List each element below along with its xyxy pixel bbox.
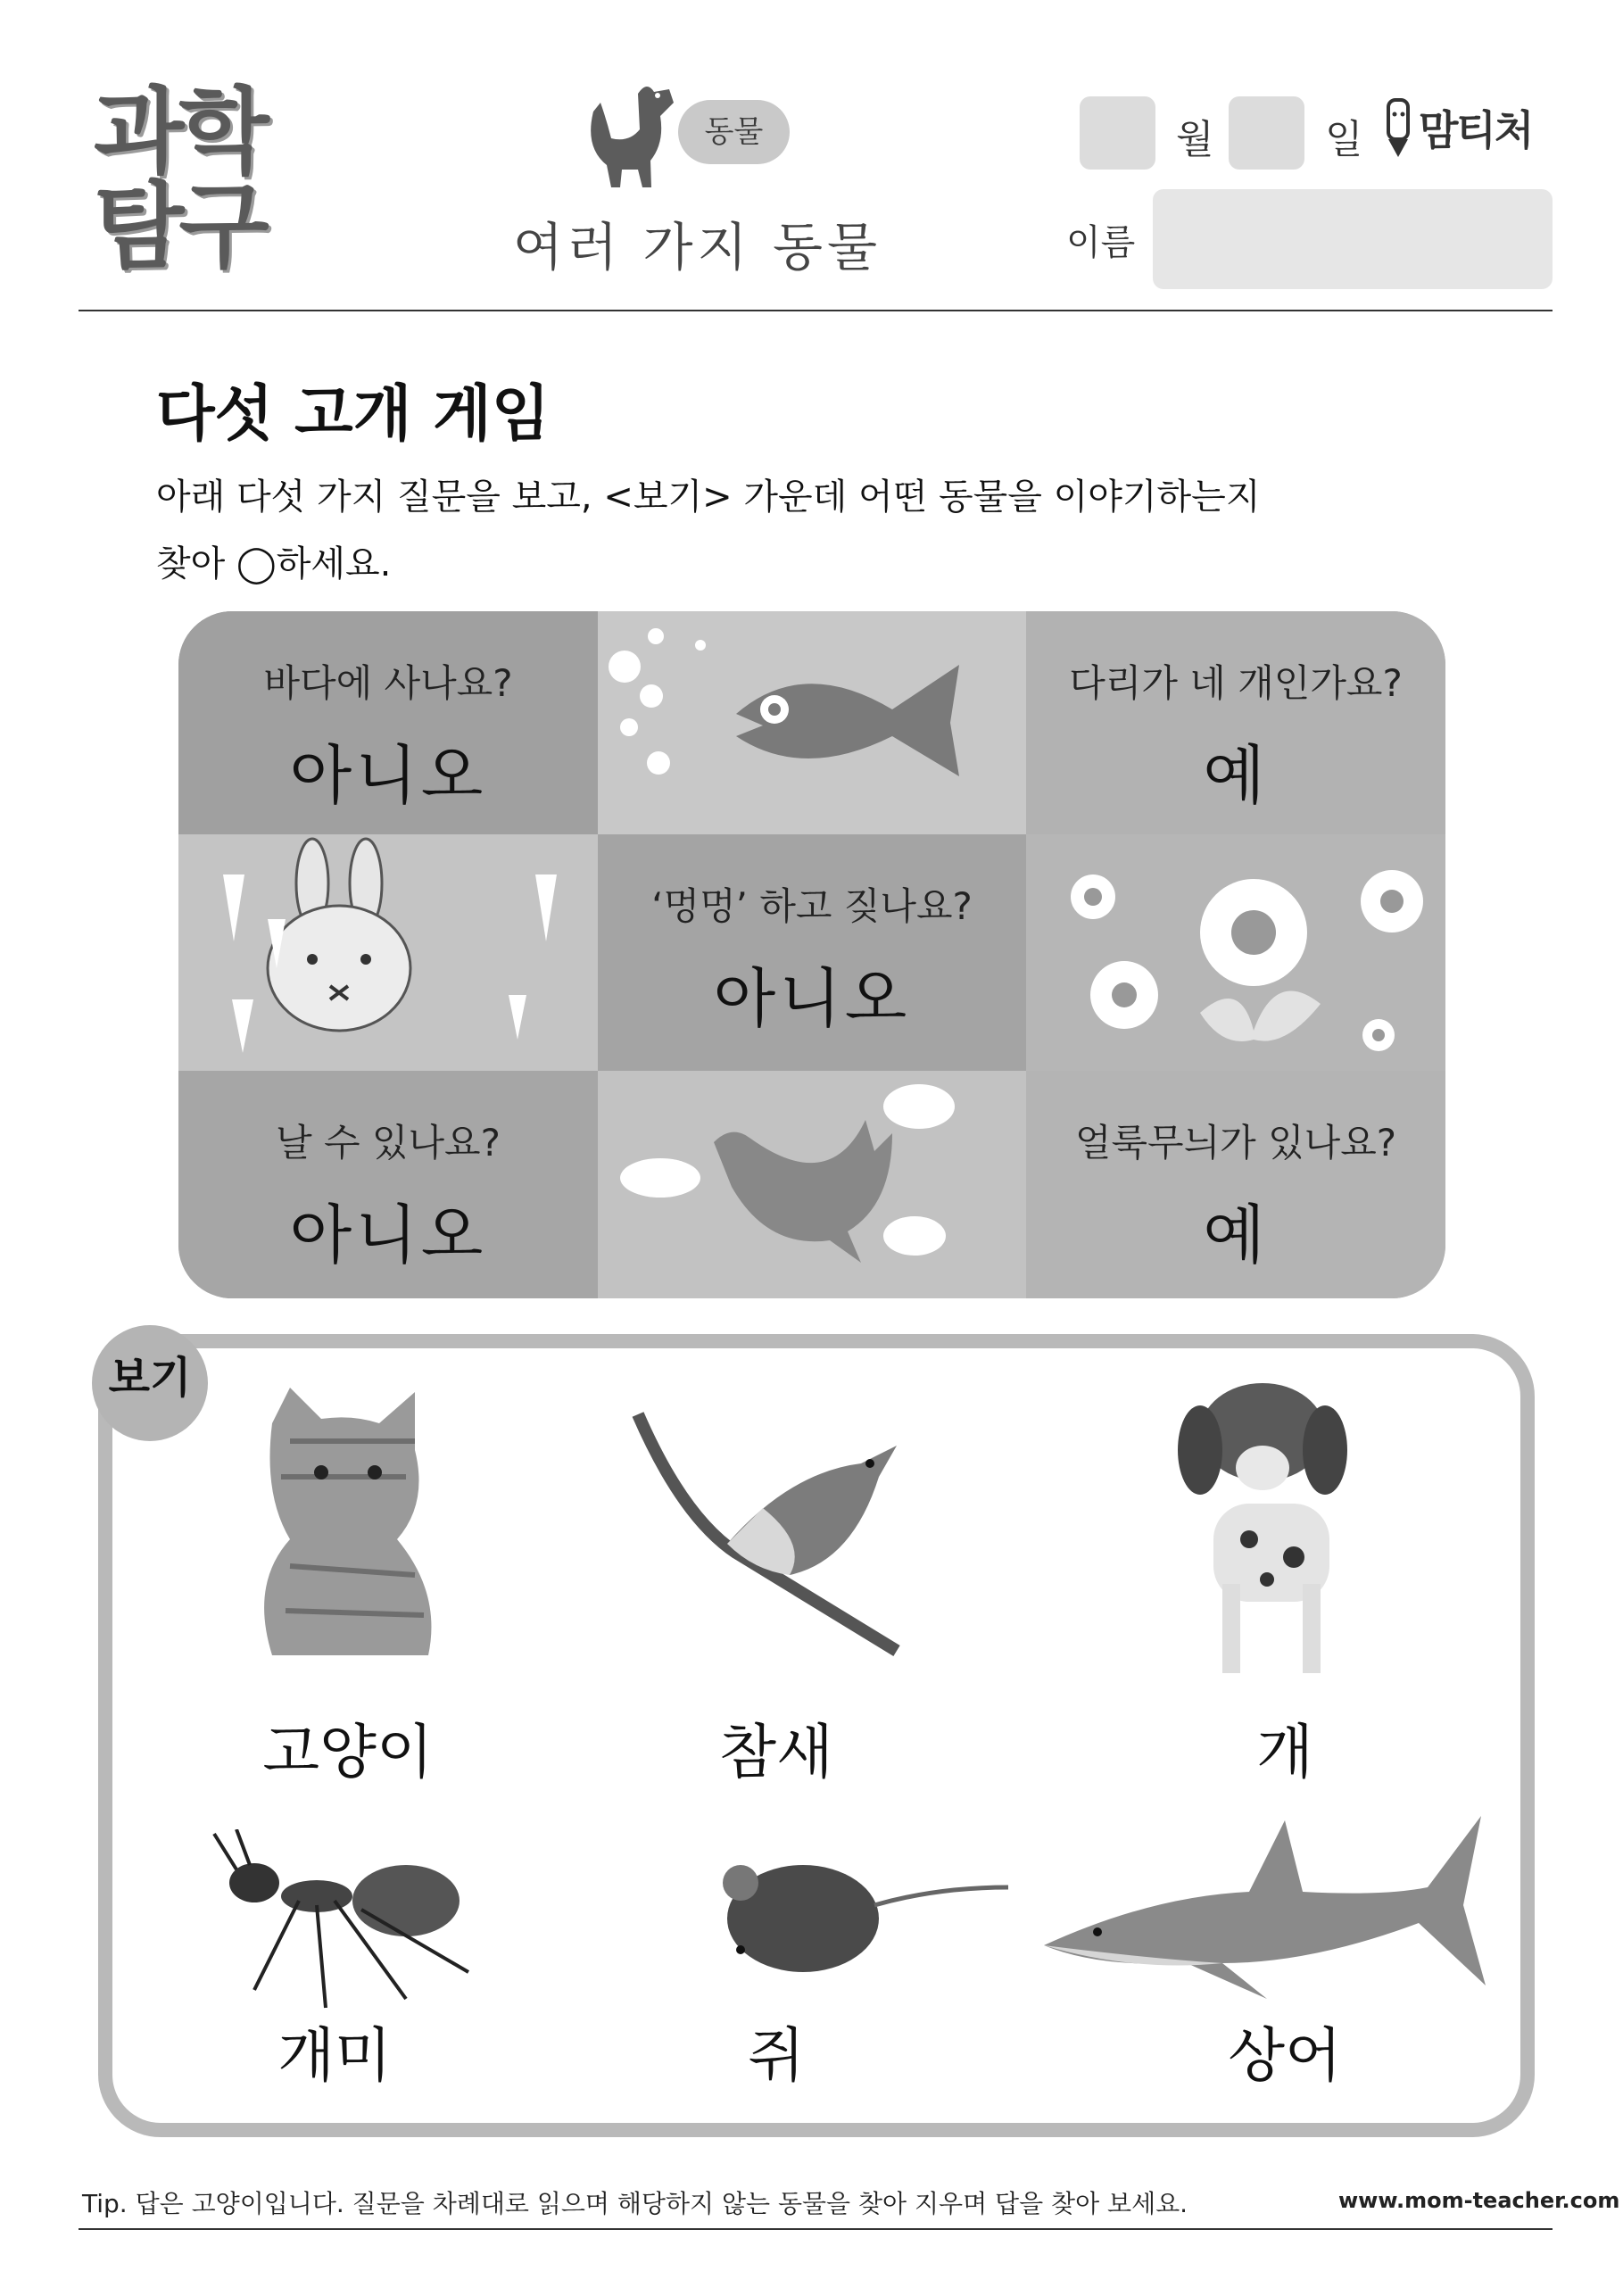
- site-url[interactable]: www.mom-teacher.com: [1338, 2188, 1620, 2213]
- tip-text: Tip. 답은 고양이입니다. 질문을 차례대로 읽으며 해당하지 않는 동물을 찾아 지우며 답을 찾아 보세요.: [82, 2189, 1188, 2218]
- question-cell-1: [178, 611, 598, 834]
- shark-image[interactable]: [1044, 1807, 1490, 2012]
- animal-label-cat: 고양이: [262, 1718, 434, 1786]
- logo: [94, 78, 308, 281]
- flower-icon: [1026, 834, 1445, 1071]
- brand-name: 맘티처: [1419, 106, 1533, 154]
- cat-image[interactable]: [236, 1388, 451, 1682]
- question-text: 다리가 네 개인가요?: [1069, 661, 1403, 705]
- rabbit-cell: [178, 834, 598, 1071]
- question-text: ‘멍멍’ 하고 짖나요?: [651, 884, 973, 928]
- question-cell-4: [178, 1071, 598, 1298]
- footer-divider: [79, 2228, 1553, 2230]
- month-field[interactable]: [1080, 96, 1155, 170]
- logo-line-2: 탐구: [94, 172, 264, 281]
- answer-text: 아니오: [289, 1198, 487, 1272]
- fish-icon: [598, 611, 1026, 834]
- name-field[interactable]: [1153, 189, 1553, 289]
- month-label: 월: [1176, 117, 1214, 162]
- answer-text: 아니오: [713, 961, 911, 1036]
- instruction-line-1: 아래 다섯 가지 질문을 보고, <보기> 가운데 어떤 동물을 이야기하는지: [156, 477, 1261, 518]
- rabbit-icon: [178, 834, 598, 1071]
- mouse-image[interactable]: [705, 1834, 1008, 1985]
- animal-label-dog: 개: [1256, 1718, 1313, 1786]
- fish-cell: [598, 611, 1026, 834]
- animal-label-shark: 상어: [1228, 2021, 1342, 2090]
- answer-text: 아니오: [289, 738, 487, 813]
- question-text: 얼룩무늬가 있나요?: [1074, 1121, 1397, 1165]
- sparrow-image[interactable]: [629, 1410, 941, 1678]
- answer-text: 예: [1203, 738, 1269, 813]
- dog-image[interactable]: [1151, 1379, 1383, 1682]
- answer-text: 예: [1203, 1198, 1269, 1272]
- dinosaur-icon: [558, 76, 691, 196]
- question-board: [178, 611, 1445, 1298]
- animal-label-ant: 개미: [277, 2021, 392, 2090]
- question-cell-5: [1026, 1071, 1445, 1298]
- day-label: 일: [1325, 117, 1363, 162]
- day-field[interactable]: [1229, 96, 1304, 170]
- pencil-mascot-icon: [1381, 95, 1415, 159]
- activity-title: 다섯 고개 게임: [156, 379, 551, 450]
- topic-badge: 동물: [678, 100, 790, 164]
- ant-image[interactable]: [201, 1829, 504, 2026]
- bird-icon: [598, 1071, 1026, 1298]
- logo-line-1: 과학: [94, 78, 264, 186]
- flower-cell: [1026, 834, 1445, 1071]
- question-cell-3: [598, 834, 1026, 1071]
- example-badge: 보기: [92, 1325, 208, 1441]
- animal-label-mouse: 쥐: [748, 2021, 805, 2090]
- bird-cell: [598, 1071, 1026, 1298]
- sheet-title: 여러 가지 동물: [513, 217, 882, 278]
- question-cell-2: [1026, 611, 1445, 834]
- question-text: 날 수 있나요?: [276, 1121, 501, 1165]
- name-label: 이름: [1066, 222, 1136, 263]
- instruction-line-2: 찾아 ◯하세요.: [156, 543, 392, 584]
- animal-label-sparrow: 참새: [719, 1718, 833, 1786]
- header-divider: [79, 310, 1553, 311]
- question-text: 바다에 사나요?: [263, 661, 513, 705]
